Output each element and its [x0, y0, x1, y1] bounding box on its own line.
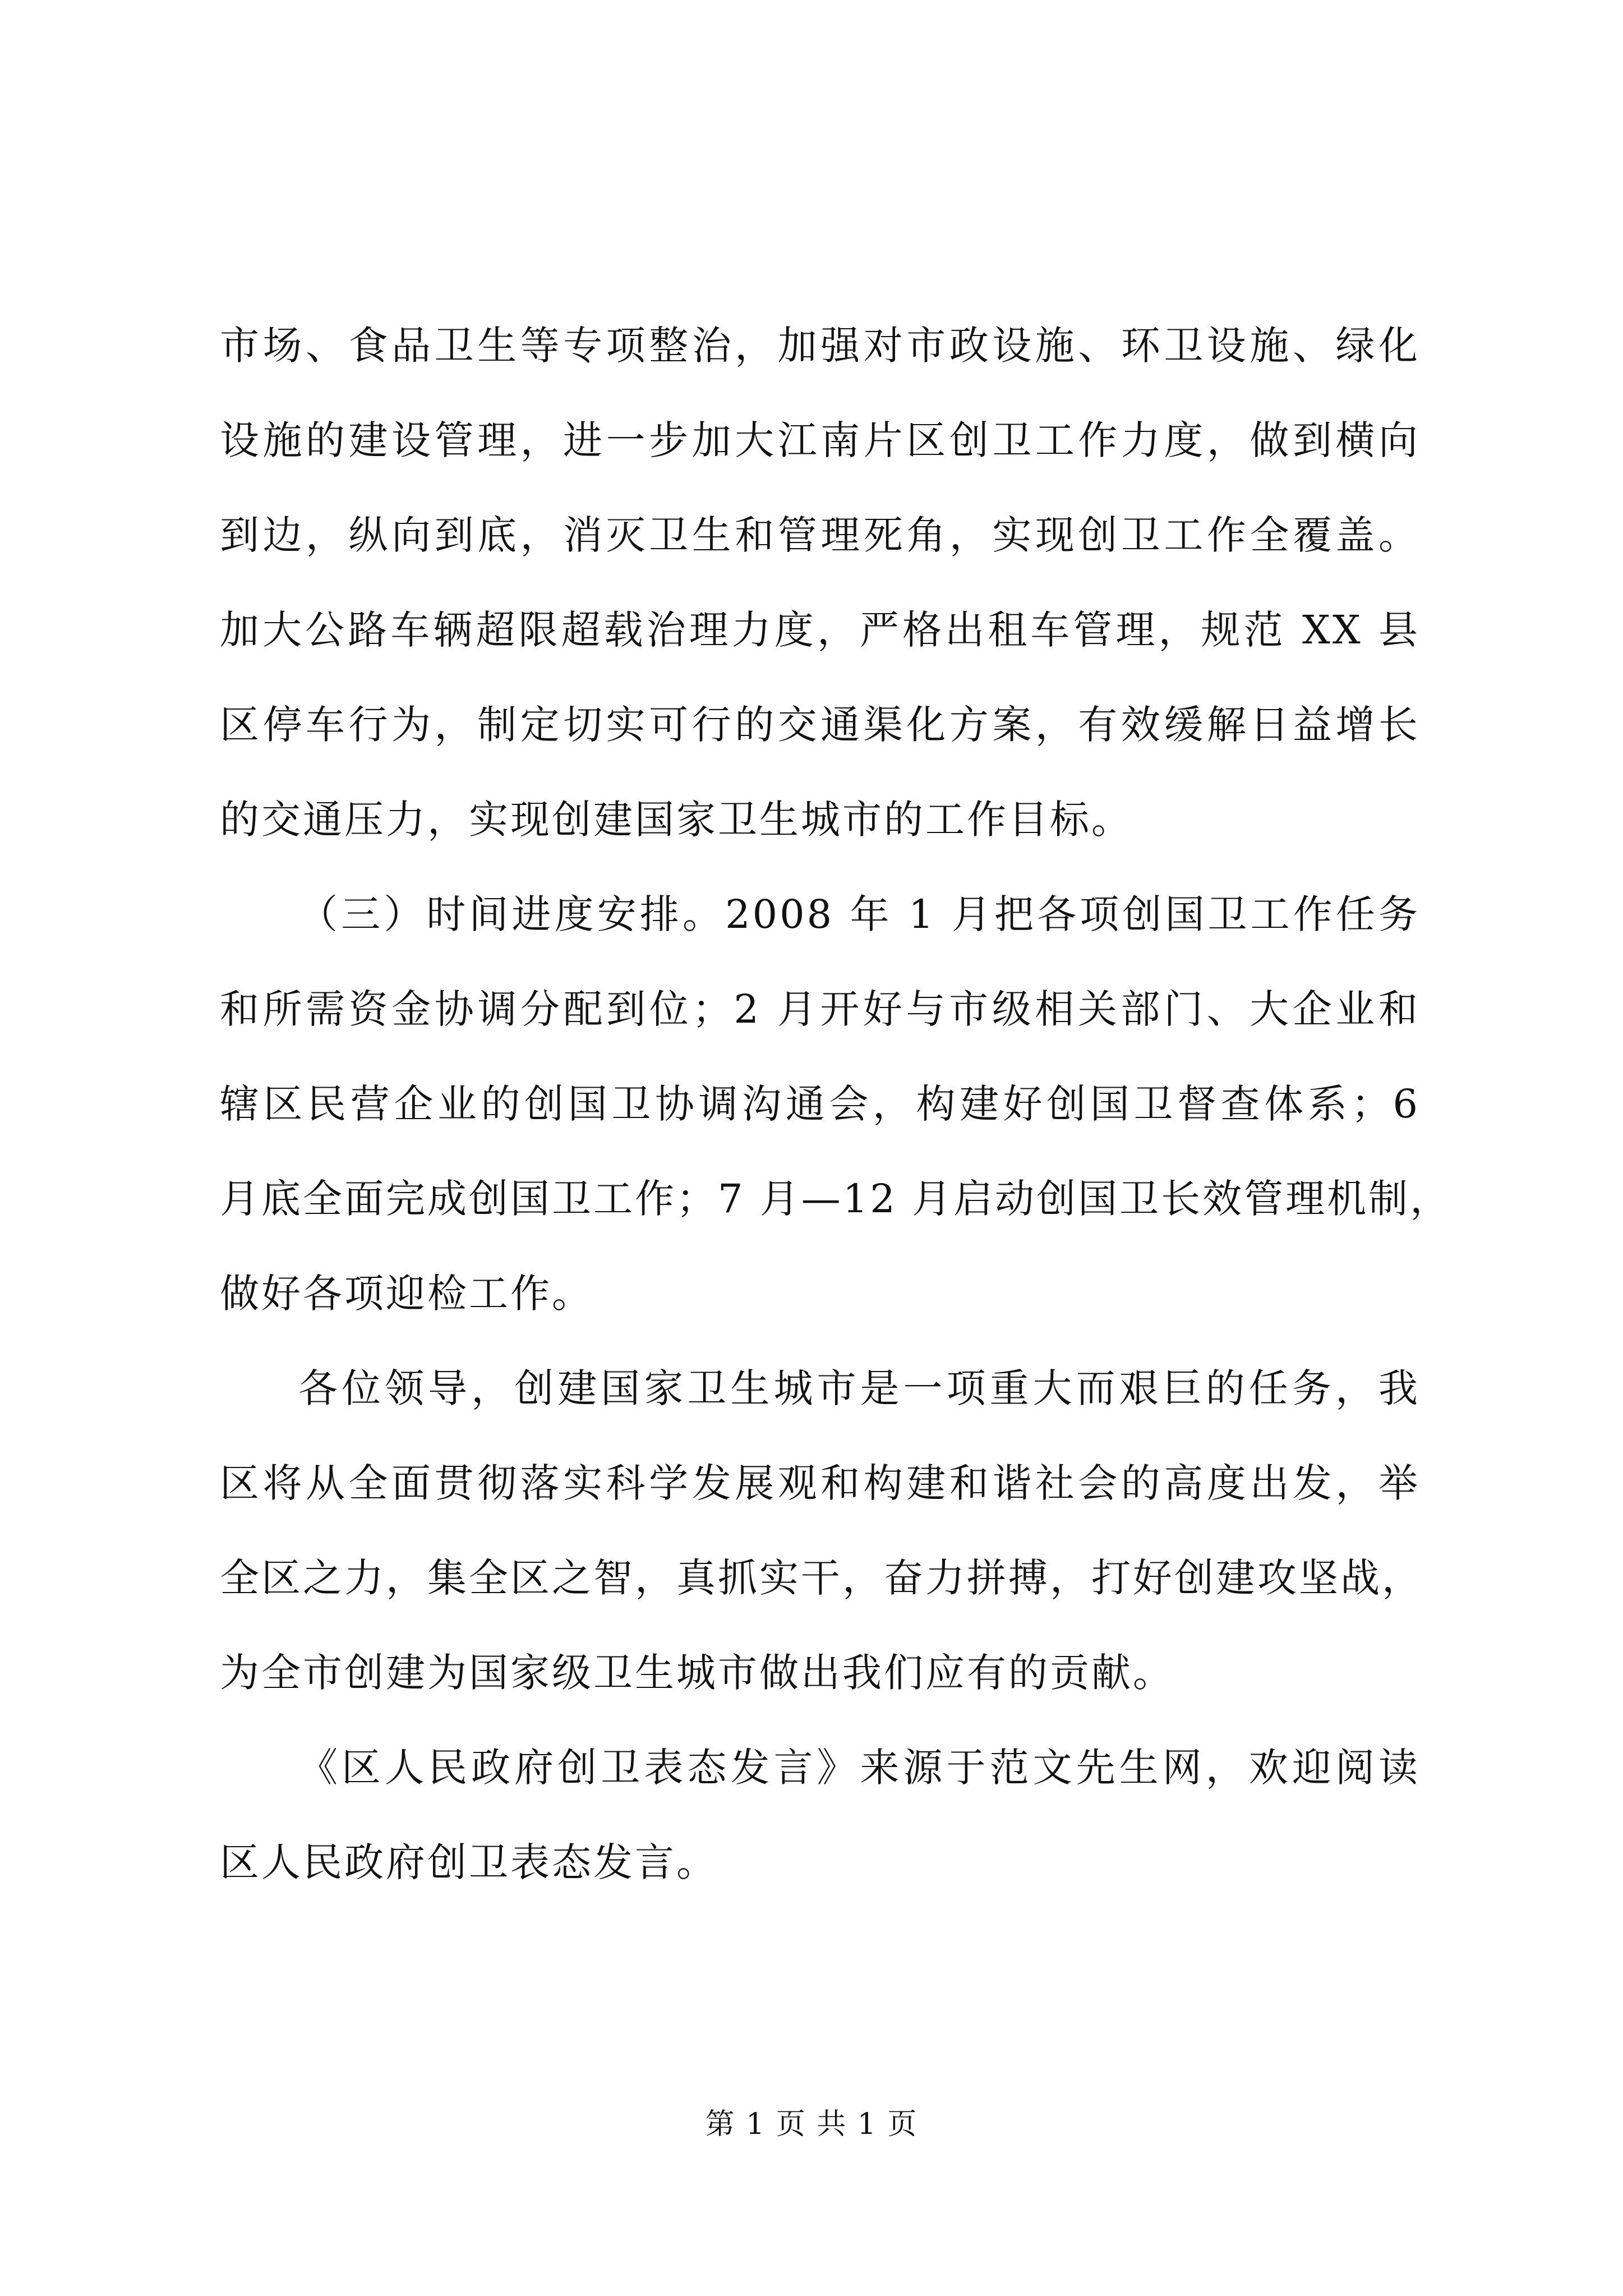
text-line: 区将从全面贯彻落实科学发展观和构建和谐社会的高度出发，举 [220, 1460, 1420, 1506]
text-line: （三）时间进度安排。2008 年 1 月把各项创国卫工作任务 [298, 891, 1420, 937]
text-line: 加大公路车辆超限超载治理力度，严格出租车管理，规范 XX 县 [220, 607, 1420, 653]
text-line: 区停车行为，制定切实可行的交通渠化方案，有效缓解日益增长 [220, 702, 1420, 748]
text-line: 到边，纵向到底，消灭卫生和管理死角，实现创卫工作全覆盖。 [220, 512, 1420, 558]
text-line: 做好各项迎检工作。 [220, 1271, 593, 1317]
text-line: 辖区民营企业的创国卫协调沟通会，构建好创国卫督查体系；6 [220, 1081, 1420, 1127]
text-line: 和所需资金协调分配到位；2 月开好与市级相关部门、大企业和 [220, 986, 1420, 1032]
text-line: 月底全面完成创国卫工作；7 月—12 月启动创国卫长效管理机制， [220, 1176, 1452, 1222]
text-line: 区人民政府创卫表态发言。 [220, 1839, 718, 1885]
text-line: 各位领导，创建国家卫生城市是一项重大而艰巨的任务，我 [298, 1365, 1420, 1411]
text-line: 的交通压力，实现创建国家卫生城市的工作目标。 [220, 797, 1133, 843]
document-body [220, 298, 1452, 1910]
text-line: 市场、食品卫生等专项整治，加强对市政设施、环卫设施、绿化 [220, 323, 1420, 369]
page-footer [0, 2105, 1623, 2144]
text-line: 设施的建设管理，进一步加大江南片区创卫工作力度，做到横向 [220, 417, 1420, 463]
page-number-label: 第 1 页 共 1 页 [705, 2108, 918, 2141]
text-line: 为全市创建为国家级卫生城市做出我们应有的贡献。 [220, 1650, 1174, 1696]
text-line: 《区人民政府创卫表态发言》来源于范文先生网，欢迎阅读 [298, 1745, 1420, 1791]
text-line: 全区之力，集全区之智，真抓实干，奋力拼搏，打好创建攻坚战， [220, 1555, 1423, 1601]
